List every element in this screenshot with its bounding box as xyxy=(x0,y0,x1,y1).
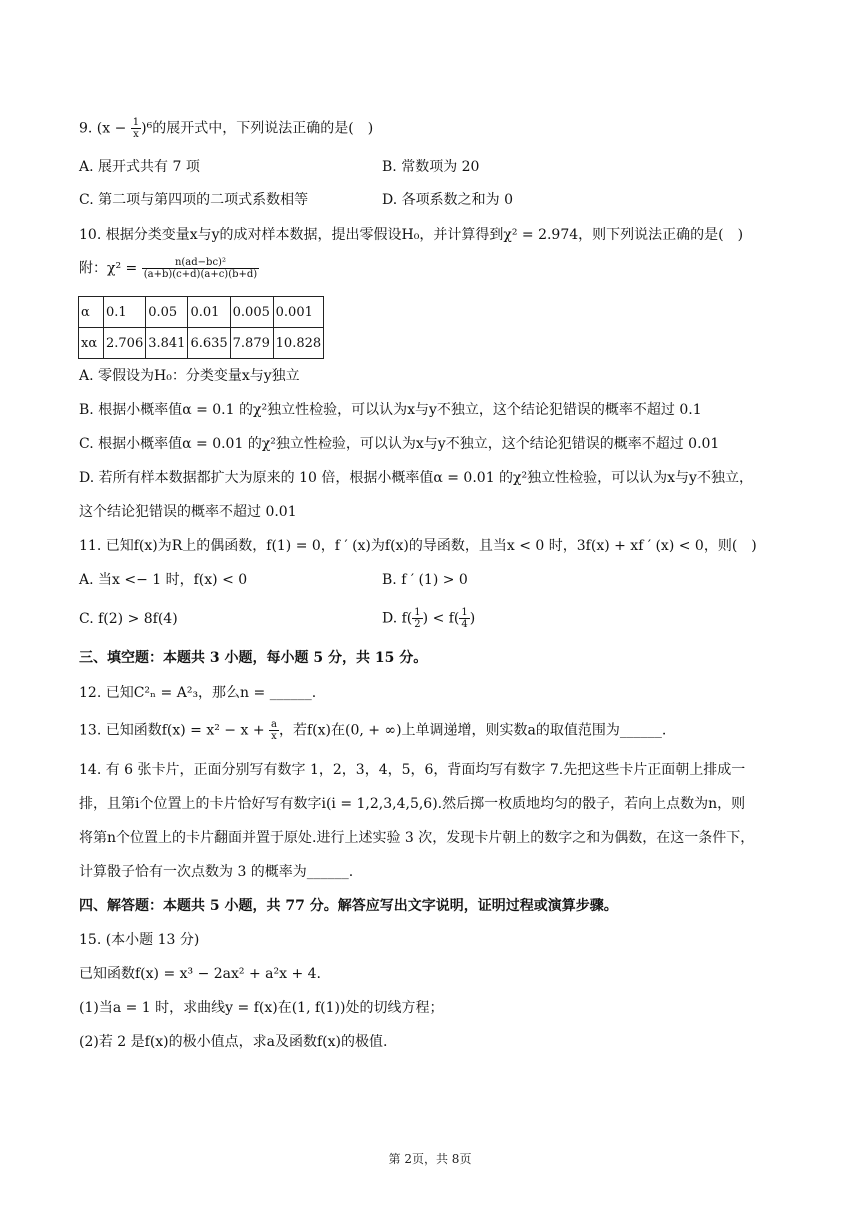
question-15-part2: (2)若 2 是f(x)的极小值点，求a及函数f(x)的极值. xyxy=(79,1034,388,1050)
question-11-stem: 11. 已知f(x)为R上的偶函数，f(1) = 0，f ′ (x)为f(x)的导函数，且当x < 0 时，3f(x) + xf ′ (x) < 0，则( ) xyxy=(79,538,757,554)
table-row xyxy=(79,328,324,359)
q11-option-d: D. f( $\frac{1}{2}$ ) < f( $\frac{1}{4}$ ) xyxy=(382,607,476,630)
table-cell: 0.01 xyxy=(188,297,230,328)
table-cell: 0.05 xyxy=(146,297,188,328)
q11-option-a: A. 当x <− 1 时，f(x) < 0 xyxy=(79,572,248,588)
q9-option-a: A. 展开式共有 7 项 xyxy=(79,159,200,175)
question-13: 13. 已知函数f(x) = x² − x + $\frac{a}{x}$ ，若f(x)在(0, + ∞)上单调递增，则实数a的取值范围为______. xyxy=(79,719,667,742)
section-3-heading: 三、填空题：本题共 3 小题，每小题 5 分，共 15 分。 xyxy=(79,650,428,666)
table-cell: xα xyxy=(79,328,104,359)
table-cell: 3.841 xyxy=(146,328,188,359)
fraction-a-over-x: $\frac{a}{x}$ xyxy=(271,719,277,742)
question-15-stem: 已知函数f(x) = x³ − 2ax² + a²x + 4. xyxy=(79,966,322,982)
q10-option-d-line2: 这个结论犯错误的概率不超过 0.01 xyxy=(79,504,297,520)
table-cell: 0.005 xyxy=(230,297,273,328)
question-12: 12. 已知C²ₙ = A²₃，那么n = ______. xyxy=(79,685,317,701)
table-cell: 6.635 xyxy=(188,328,230,359)
q10-option-b: B. 根据小概率值α = 0.1 的χ²独立性检验，可以认为x与y不独立，这个结论犯错误的概率不超过 0.1 xyxy=(79,402,702,418)
question-14-line3: 将第n个位置上的卡片翻面并置于原处.进行上述实验 3 次，发现卡片朝上的数字之和为偶数，在这一条件下， xyxy=(79,830,755,846)
table-cell: 10.828 xyxy=(273,328,324,359)
table-cell: 0.001 xyxy=(273,297,324,328)
q11-option-b: B. f ′ (1) > 0 xyxy=(382,572,468,588)
question-15-title: 15. (本小题 13 分) xyxy=(79,932,200,948)
q9-option-d: D. 各项系数之和为 0 xyxy=(382,192,513,208)
fraction-one-quarter: $\frac{1}{4}$ xyxy=(461,607,468,630)
section-4-heading: 四、解答题：本题共 5 小题，共 77 分。解答应写出文字说明，证明过程或演算步骤。 xyxy=(79,898,618,914)
table-cell: 2.706 xyxy=(104,328,146,359)
q9-option-c: C. 第二项与第四项的二项式系数相等 xyxy=(79,192,309,208)
table-cell: 0.1 xyxy=(104,297,146,328)
q10-formula-note: 附：χ² = $\frac{\text{n(ad−bc)²}}{(a+b)(c+d)(a+c)(b+d)}$ xyxy=(79,257,258,280)
q9-option-b: B. 常数项为 20 xyxy=(382,159,480,175)
q10-option-a: A. 零假设为H₀：分类变量x与y独立 xyxy=(79,368,300,384)
q10-option-c: C. 根据小概率值α = 0.01 的χ²独立性检验，可以认为x与y不独立，这个结论犯错误的概率不超过 0.01 xyxy=(79,436,720,452)
table-cell: α xyxy=(79,297,104,328)
table-row xyxy=(79,297,324,328)
question-14-line2: 排，且第i个位置上的卡片恰好写有数字i(i = 1,2,3,4,5,6).然后掷一枚质地均匀的骰子，若向上点数为n，则 xyxy=(79,796,746,812)
q11-option-c: C. f(2) > 8f(4) xyxy=(79,611,178,627)
question-15-part1: (1)当a = 1 时，求曲线y = f(x)在(1, f(1))处的切线方程； xyxy=(79,1000,444,1016)
question-14-line1: 14. 有 6 张卡片，正面分别写有数字 1，2，3，4，5，6，背面均写有数字 7.先把这些卡片正面朝上排成一 xyxy=(79,762,746,778)
question-14-line4: 计算骰子恰有一次点数为 3 的概率为______. xyxy=(79,864,354,880)
fraction-one-half: $\frac{1}{2}$ xyxy=(414,607,421,630)
question-9-stem: 9. (x − $\frac{1}{x}$ )⁶的展开式中，下列说法正确的是( ) xyxy=(79,117,374,140)
question-10-stem: 10. 根据分类变量x与y的成对样本数据，提出零假设H₀，并计算得到χ² = 2.974，则下列说法正确的是( ) xyxy=(79,227,744,243)
page-footer: 第 2页，共 8页 xyxy=(388,1152,472,1166)
table-cell: 7.879 xyxy=(230,328,273,359)
q10-option-d-line1: D. 若所有样本数据都扩大为原来的 10 倍，根据小概率值α = 0.01 的χ²独立性检验，可以认为x与y不独立， xyxy=(79,470,753,486)
fraction-1-over-x: $\frac{1}{x}$ xyxy=(132,117,140,140)
critical-value-table xyxy=(78,296,324,359)
chi-square-fraction: $\frac{\text{n(ad−bc)²}}{(a+b)(c+d)(a+c)(b+d)}$ xyxy=(143,257,258,280)
